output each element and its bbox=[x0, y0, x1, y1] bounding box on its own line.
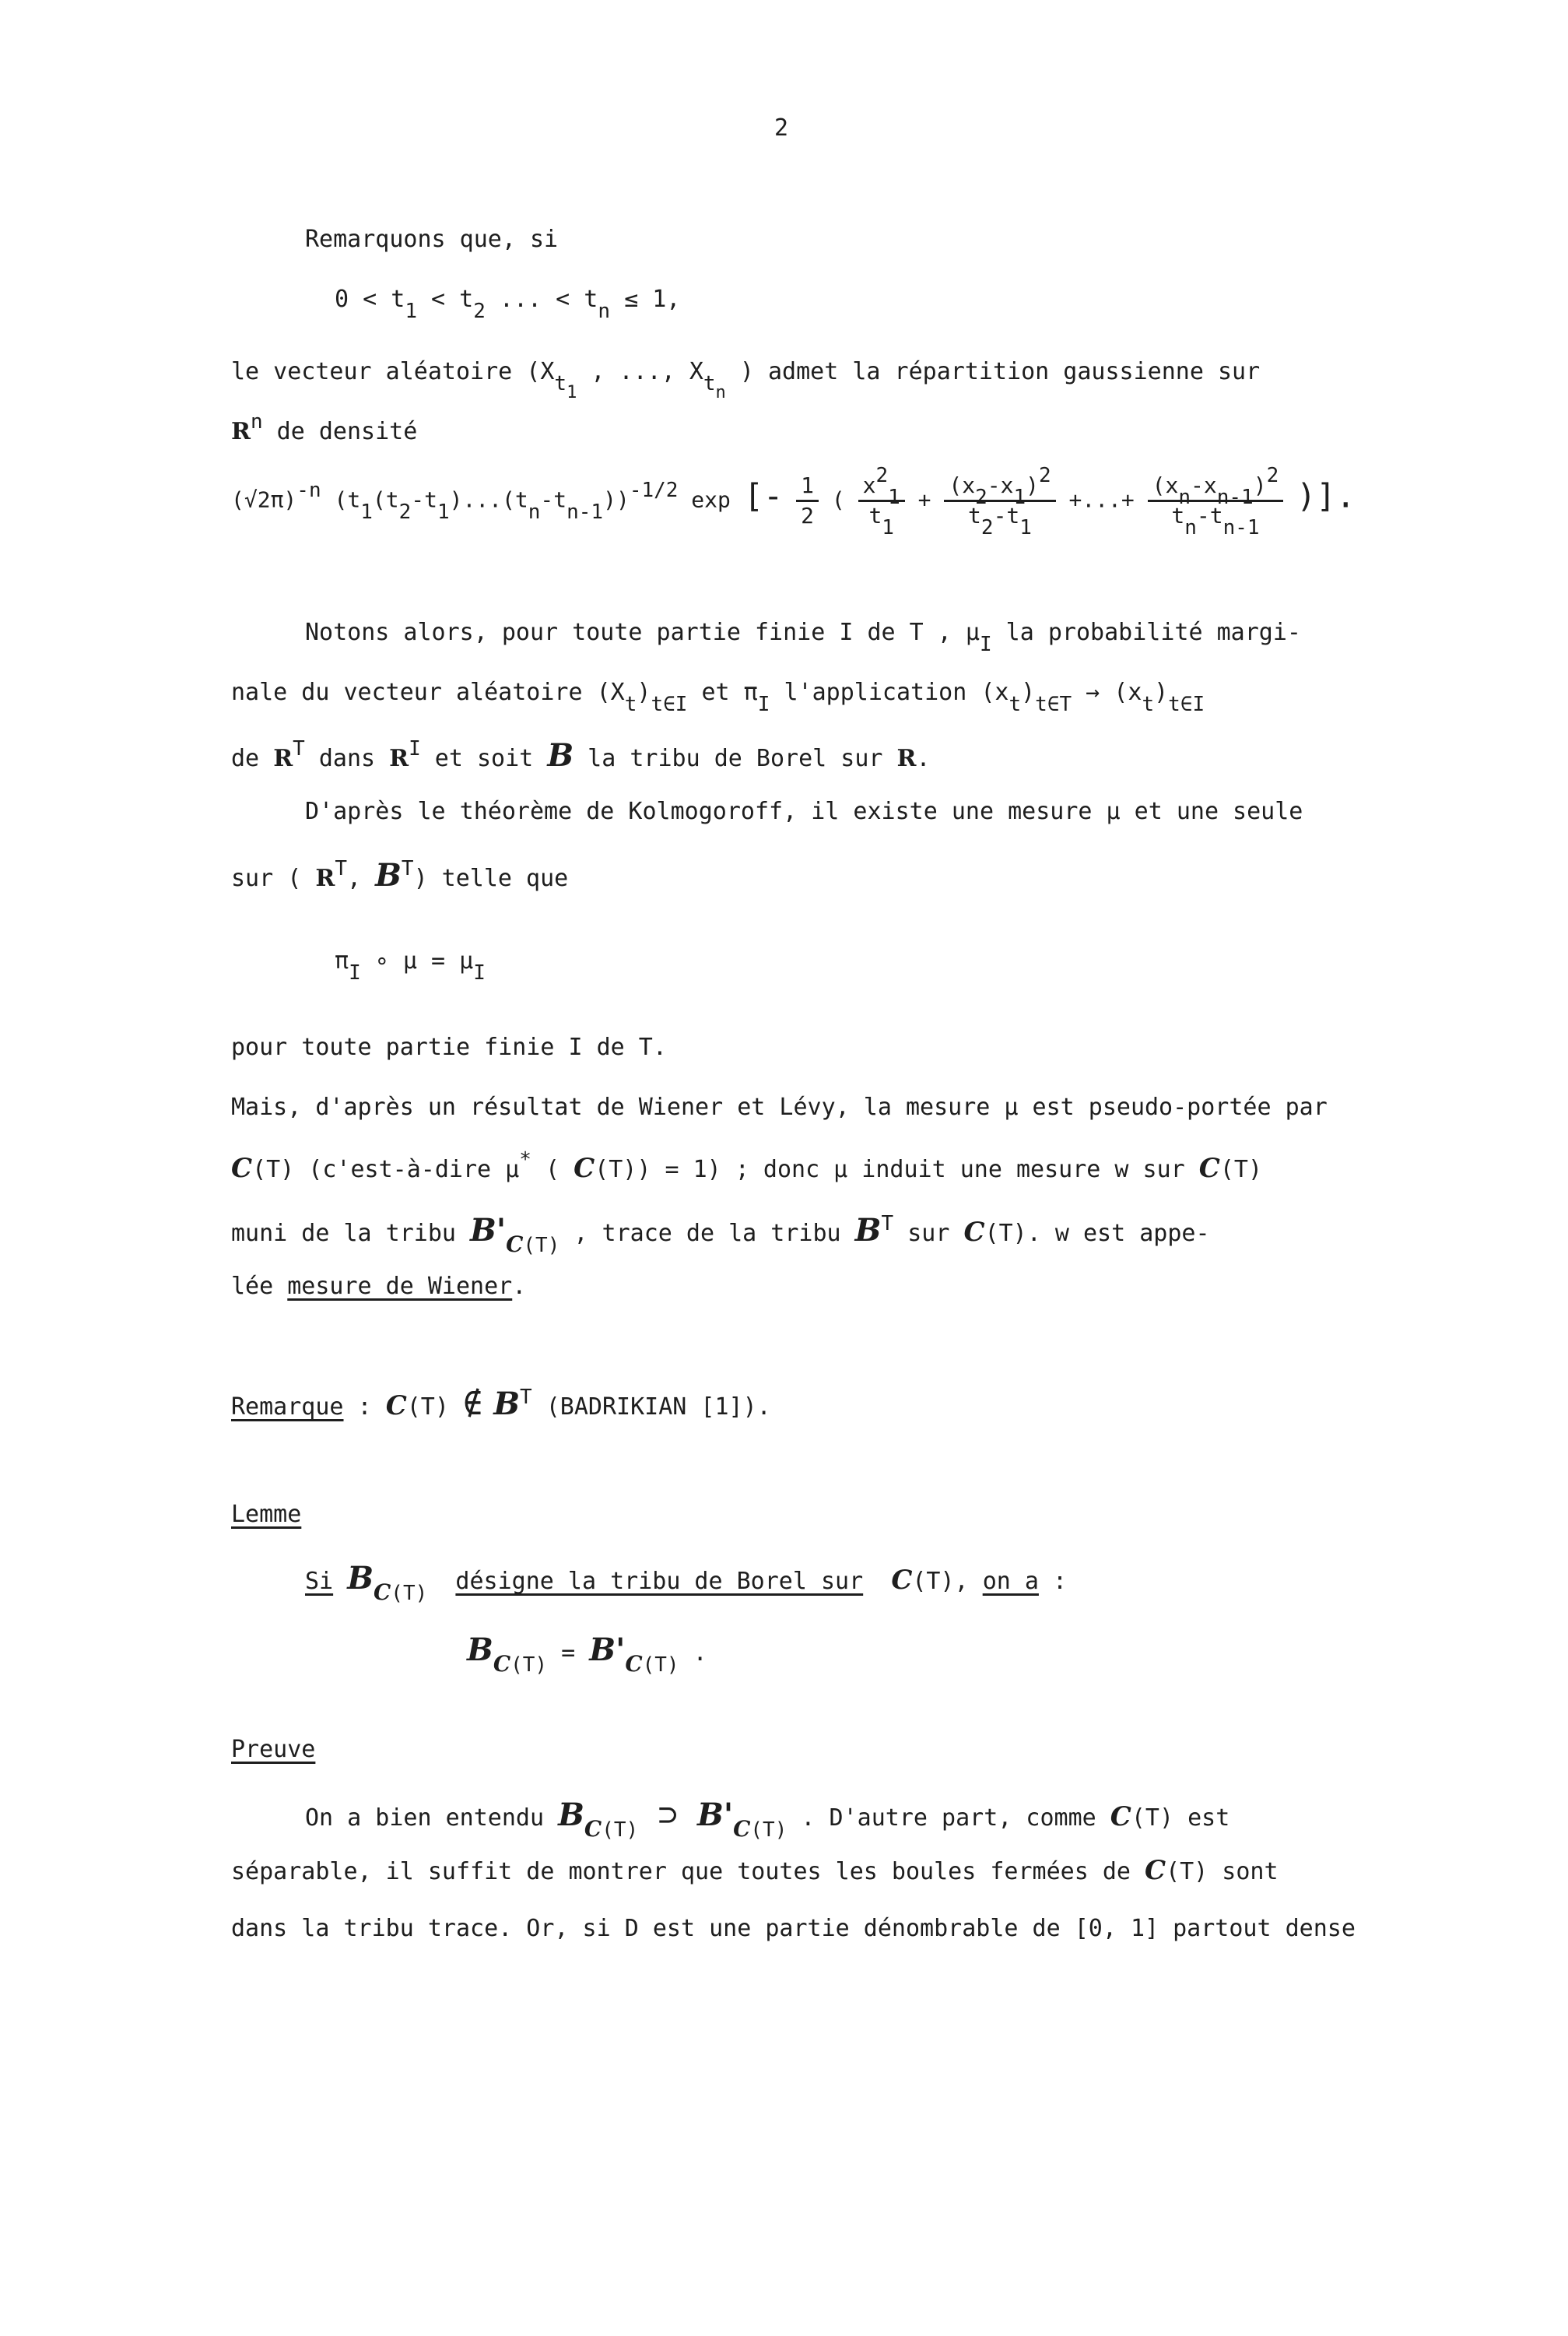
proof-line1: On a bien entendu BC(T) ⊃ B'C(T) . D'autre part, comme C(T) est bbox=[305, 1795, 1230, 1842]
fraction-3: $\frac{(xn-xn-1)2}{tn-tn-1}$ bbox=[1148, 475, 1284, 527]
density-line: Rn de densité bbox=[231, 410, 418, 445]
vector-line: le vecteur aléatoire ($Xt_1$ , ..., $Xt_n$ ) admet la répartition gaussienne sur bbox=[231, 358, 1261, 402]
proof-line3: dans la tribu trace. Or, si D est une partie dénombrable de [0, 1] partout dense bbox=[231, 1915, 1356, 1942]
projection-equation: πI ∘ μ = μI bbox=[335, 947, 486, 985]
lemma-line1: Si BC(T) désigne la tribu de Borel sur C(T), on a : bbox=[305, 1560, 1068, 1605]
fraction-1: $\frac{x21}{t1}$ bbox=[858, 475, 905, 527]
lemma-equation: BC(T) = B'C(T) . bbox=[467, 1632, 707, 1677]
remark-line: Remarque : C(T) ∉ BT (BADRIKIAN [1]). bbox=[231, 1384, 771, 1422]
remark-label: Remarque bbox=[231, 1393, 344, 1421]
page-number: 2 bbox=[774, 114, 789, 142]
intro-line: Remarquons que, si bbox=[305, 226, 559, 253]
para2-line2: nale du vecteur aléatoire (Xt)t∈I et πI l'application (xt)t∈T → (xt)t∈I bbox=[231, 679, 1205, 716]
density-formula: (√2π)-n (t1(t2-t1)...(tn-tn-1))-1/2 exp [- $\frac{1}{2}$ ( $\frac{x21}{t1}$ + $\frac{(x2-x1)2}{t2-t1}$ +...+ $\frac{(xn-xn-1)2}{tn-tn-1}$ )]. bbox=[231, 464, 1356, 539]
para5-line3: muni de la tribu B'C(T) , trace de la tribu BT sur C(T). w est appe- bbox=[231, 1212, 1210, 1257]
para5-line1: Mais, d'après un résultat de Wiener et Lévy, la mesure μ est pseudo-portée par bbox=[231, 1094, 1328, 1121]
para5-line4: lée mesure de Wiener. bbox=[231, 1273, 527, 1300]
lemma-title: Lemme bbox=[231, 1501, 302, 1528]
para2-line3: de RT dans RI et soit B la tribu de Borel sur R. bbox=[231, 737, 931, 774]
para4: pour toute partie finie I de T. bbox=[231, 1034, 667, 1061]
para5-line2: C(T) (c'est-à-dire μ* ( C(T)) = 1) ; donc μ induit une mesure w sur C(T) bbox=[231, 1148, 1263, 1184]
time-inequality: 0 < t1 < t2 ... < tn ≤ 1, bbox=[335, 286, 681, 323]
proof-title: Preuve bbox=[231, 1736, 316, 1763]
proof-line2: séparable, il suffit de montrer que toutes les boules fermées de C(T) sont bbox=[231, 1855, 1279, 1886]
para3-line2: sur ( RT, BT) telle que bbox=[231, 857, 569, 894]
half-fraction: $\frac{1}{2}$ bbox=[796, 475, 819, 527]
wiener-measure-term: mesure de Wiener bbox=[287, 1273, 513, 1300]
para3-line1: D'après le théorème de Kolmogoroff, il existe une mesure μ et une seule bbox=[305, 798, 1303, 825]
fraction-2: $\frac{(x2-x1)2}{t2-t1}$ bbox=[944, 475, 1055, 527]
para2-line1: Notons alors, pour toute partie finie I de T , μI la probabilité margi- bbox=[305, 619, 1301, 656]
